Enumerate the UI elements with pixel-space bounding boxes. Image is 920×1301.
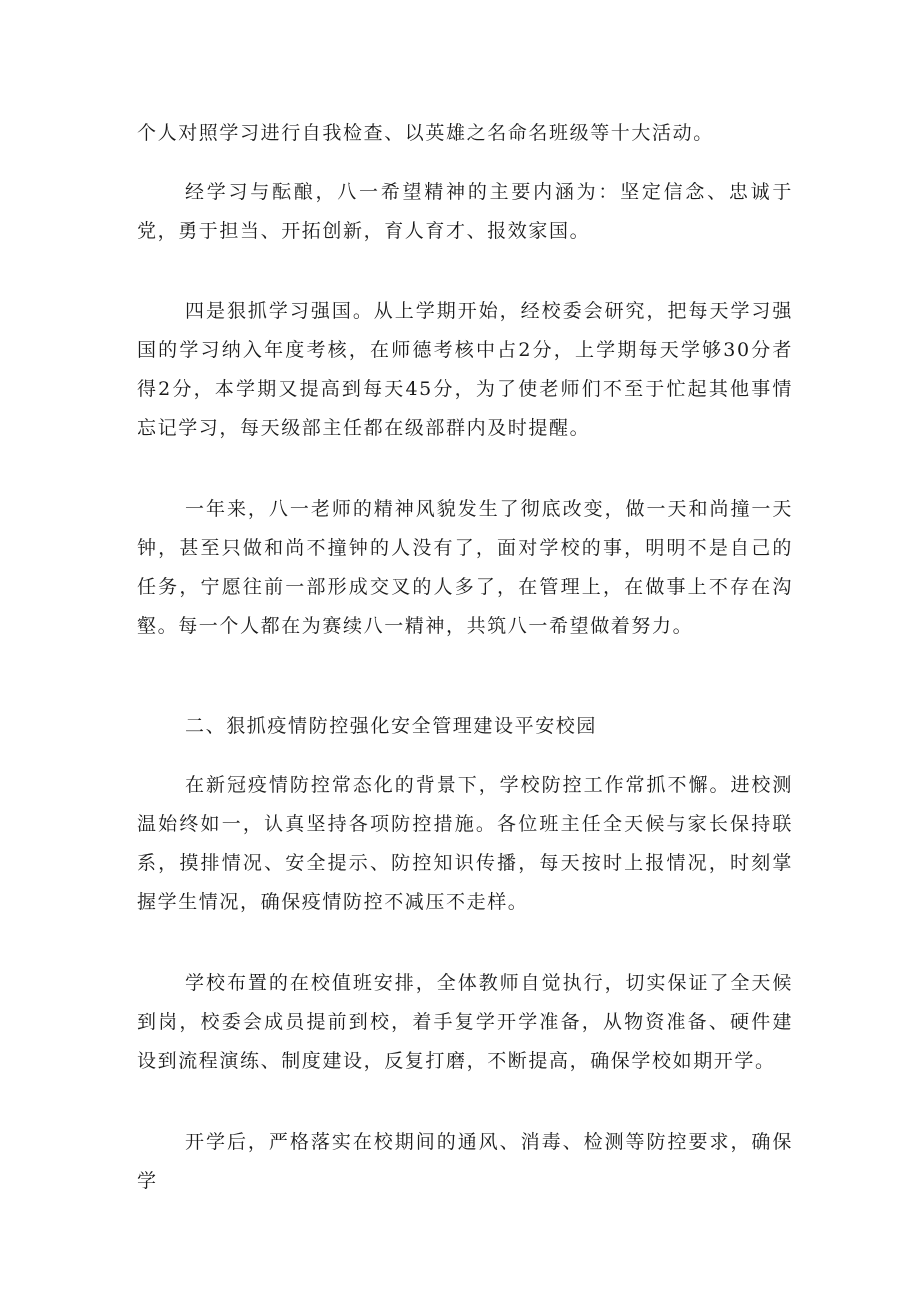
paragraph-epidemic-control: 在新冠疫情防控常态化的背景下，学校防控工作常抓不懈。进校测温始终如一，认真坚持各项防控措施。各位班主任全天候与家长保持联系，摸排情况、安全提示、防控知识传播，每天按时上报情况，时刻掌握学生情况，确保疫情防控不减压不走样。 bbox=[137, 774, 793, 913]
paragraph-study-strong-nation: 四是狠抓学习强国。从上学期开始，经校委会研究，把每天学习强国的学习纳入年度考核，在师德考核中占2分，上学期每天学够30分者得2分，本学期又提高到每天45分，为了使老师们不至于忙起其他事情忘记学习，每天级部主任都在级部群内及时提醒。 bbox=[137, 300, 793, 439]
section-heading-epidemic: 二、狠抓疫情防控强化安全管理建设平安校园 bbox=[185, 715, 598, 737]
paragraph-spirit-meaning: 经学习与酝酿，八一希望精神的主要内涵为：坚定信念、忠诚于党，勇于担当、开拓创新，育人育才、报效家国。 bbox=[137, 181, 793, 242]
paragraph-after-opening: 开学后，严格落实在校期间的通风、消毒、检测等防控要求，确保学 bbox=[137, 1131, 793, 1192]
paragraph-duty-arrangement: 学校布置的在校值班安排，全体教师自觉执行，切实保证了全天候到岗，校委会成员提前到校，着手复学开学准备，从物资准备、硬件建设到流程演练、制度建设，反复打磨，不断提高，确保学校如期开学。 bbox=[137, 972, 793, 1072]
paragraph-continuation: 个人对照学习进行自我检查、以英雄之名命名班级等十大活动。 bbox=[137, 122, 714, 144]
paragraph-teacher-spirit: 一年来，八一老师的精神风貌发生了彻底改变，做一天和尚撞一天钟，甚至只做和尚不撞钟的人没有了，面对学校的事，明明不是自己的任务，宁愿往前一部形成交叉的人多了，在管理上，在做事上不存在沟壑。每一个人都在为赛续八一精神，共筑八一希望做着努力。 bbox=[137, 498, 793, 637]
